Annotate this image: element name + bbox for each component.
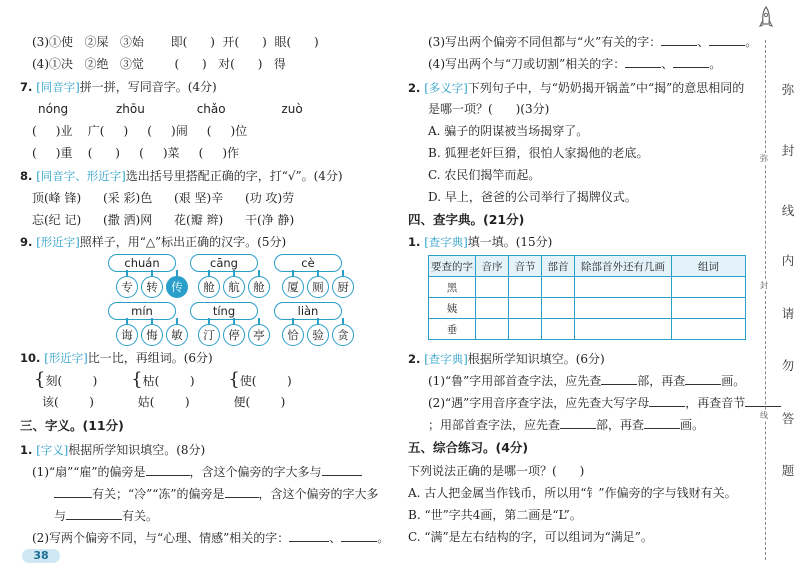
- rocket-icon: [758, 6, 774, 34]
- q8-row1: 顶(峰 锋) (采 彩)色 (艰 坚)辛 (功 攻)劳: [32, 191, 295, 205]
- margin-char: 题: [781, 463, 795, 478]
- s3q1-line1: (1)“扇”“雇”的偏旁是 ，含这个偏旁的字大多与: [32, 464, 362, 480]
- q9-char-circle[interactable]: 航: [223, 276, 245, 298]
- table-cell[interactable]: [476, 298, 509, 319]
- table-cell[interactable]: [672, 298, 746, 319]
- cut-line: [765, 40, 766, 560]
- margin-char: 封: [781, 143, 795, 158]
- s4q2-heading: 2. [查字典]根据所学知识填空。(6分): [408, 352, 605, 366]
- s4q2-line2: (2)“遇”字用音序查字法，应先查大写字母 ，再查音节: [428, 395, 781, 411]
- answer-blank[interactable]: [560, 417, 596, 429]
- answer-blank[interactable]: [625, 56, 661, 68]
- table-row: [429, 298, 746, 319]
- q9-char-circle[interactable]: 传: [166, 276, 188, 298]
- answer-blank[interactable]: [685, 373, 721, 385]
- q7-row2: ( )重 ( ) ( )菜 ( )作: [32, 146, 240, 160]
- table-cell[interactable]: [575, 298, 672, 319]
- table-cell[interactable]: [672, 277, 746, 298]
- q2-option-a[interactable]: A. 骗子的阴谋被当场揭穿了。: [428, 124, 589, 138]
- q9-group: [184, 302, 264, 348]
- section-3-title: 三、字义。(11分): [20, 418, 124, 433]
- q6-row3: (3)①使 ②屎 ③始 即( ) 开( ) 眼( ): [32, 35, 319, 49]
- table-cell[interactable]: [509, 298, 542, 319]
- answer-blank[interactable]: [146, 464, 190, 476]
- q10-row1: {刻( ) {枯( ) {使( ): [34, 369, 292, 390]
- answer-blank[interactable]: [289, 530, 329, 542]
- table-cell[interactable]: [476, 319, 509, 340]
- margin-char: 勿: [781, 358, 795, 373]
- table-header: 要查的字: [429, 256, 476, 277]
- q2-heading: 2. [多义字]下列句子中，与“奶奶揭开锅盖”中“揭”的意思相同的: [408, 81, 745, 95]
- q9-char-circle[interactable]: 厕: [307, 276, 329, 298]
- answer-blank[interactable]: [661, 34, 697, 46]
- r-line1: (3)写出两个偏旁不同但都与“火”有关的字： 、 。: [428, 35, 758, 49]
- dictionary-table: [428, 255, 746, 340]
- answer-blank[interactable]: [54, 486, 92, 498]
- answer-blank[interactable]: [709, 34, 745, 46]
- answer-blank[interactable]: [322, 464, 362, 476]
- s3q1-line3: 与 有关。: [54, 509, 159, 523]
- page-number: 38: [22, 549, 60, 563]
- answer-blank[interactable]: [649, 395, 685, 407]
- s4q2-line1: (1)“鲁”字用部首查字法，应先查 部，再查 画。: [428, 374, 746, 388]
- q9-pinyin-bubble: liàn: [274, 302, 342, 320]
- s3q1-line4: (2)写两个偏旁不同，与“心理、情感”相关的字： 、 。: [32, 531, 390, 545]
- q9-pinyin-bubble: cè: [274, 254, 342, 272]
- r-line2: (4)写出两个与“刀或切割”相关的字： 、 。: [428, 57, 722, 71]
- s5-option-c[interactable]: C. “满”是左右结构的字，可以组词为“满足”。: [408, 530, 653, 544]
- q9-char-circle[interactable]: 恰: [282, 324, 304, 346]
- table-header: 音序: [476, 256, 509, 277]
- q7-heading: 7. [同音字]拼一拼，写同音字。(4分): [20, 80, 217, 94]
- q9-group: [268, 254, 348, 300]
- margin-char: 请: [781, 306, 795, 321]
- table-cell[interactable]: [542, 277, 575, 298]
- q9-groups: [20, 254, 400, 346]
- margin-small-char: 弥: [760, 154, 768, 163]
- table-cell[interactable]: [542, 319, 575, 340]
- table-cell[interactable]: [476, 277, 509, 298]
- s3q1-heading: 1. [字义]根据所学知识填空。(8分): [20, 443, 206, 457]
- margin-small-char: 封: [760, 281, 768, 290]
- table-cell[interactable]: [509, 277, 542, 298]
- margin-small-char: 线: [760, 411, 768, 420]
- q2-option-c[interactable]: C. 农民们揭竿而起。: [428, 168, 541, 182]
- table-header: 除部首外还有几画: [575, 256, 672, 277]
- answer-blank[interactable]: [66, 508, 122, 520]
- table-row: [429, 277, 746, 298]
- binding-margin: [752, 0, 800, 574]
- table-cell-char: 姨: [429, 298, 476, 319]
- q9-pinyin-bubble: chuán: [108, 254, 176, 272]
- q9-pinyin-bubble: cāng: [190, 254, 258, 272]
- table-cell[interactable]: [575, 277, 672, 298]
- q9-char-circle[interactable]: 敏: [166, 324, 188, 346]
- s5-option-a[interactable]: A. 古人把金属当作钱币，所以用“钅”作偏旁的字与钱财有关。: [408, 486, 737, 500]
- q9-char-circle[interactable]: 贪: [332, 324, 354, 346]
- section-5-title: 五、综合练习。(4分): [408, 440, 529, 455]
- q2-option-b[interactable]: B. 狐狸老奸巨猾，很怕人家揭他的老底。: [428, 146, 649, 160]
- q9-heading: 9. [形近字]照样子，用“△”标出正确的汉字。(5分): [20, 235, 287, 249]
- table-header-row: [429, 256, 746, 277]
- q9-char-circle[interactable]: 转: [141, 276, 163, 298]
- q9-char-circle[interactable]: 厦: [282, 276, 304, 298]
- margin-char: 线: [781, 203, 795, 218]
- margin-char: 弥: [781, 82, 795, 97]
- table-cell-char: 黑: [429, 277, 476, 298]
- q2-heading-2: 是哪一项？( )(3分): [428, 102, 550, 116]
- q8-row2: 忘(纪 记) (撒 洒)网 花(瓣 辫) 干(净 静): [32, 213, 295, 227]
- q7-pinyin-row: nóng zhōu chǎo zuò: [38, 102, 303, 116]
- q7-row1: ( )业 广( ) ( )闹 ( )位: [32, 124, 248, 138]
- q2-option-d[interactable]: D. 早上，爸爸的公司举行了揭牌仪式。: [428, 190, 637, 204]
- q9-char-circle[interactable]: 停: [223, 324, 245, 346]
- q9-char-circle[interactable]: 验: [307, 324, 329, 346]
- table-header: 部首: [542, 256, 575, 277]
- q10-row2: 该( ) 姑( ) 便( ): [42, 395, 286, 409]
- q9-pinyin-bubble: tíng: [190, 302, 258, 320]
- table-cell[interactable]: [509, 319, 542, 340]
- margin-char: 答: [781, 411, 795, 426]
- answer-blank[interactable]: [644, 417, 680, 429]
- q10-heading: 10. [形近字]比一比，再组词。(6分): [20, 351, 213, 365]
- table-header: 音节: [509, 256, 542, 277]
- answer-blank[interactable]: [341, 530, 377, 542]
- s3q1-line2: 有关；“冷”“冻”的偏旁是 ，含这个偏旁的字大多: [54, 486, 379, 502]
- q9-group: [268, 302, 348, 348]
- q9-pinyin-bubble: mín: [108, 302, 176, 320]
- s5-question: 下列说法正确的是哪一项？( ): [408, 464, 585, 478]
- table-row: [429, 319, 746, 340]
- q9-char-circle[interactable]: 厨: [332, 276, 354, 298]
- table-cell-char: 垂: [429, 319, 476, 340]
- answer-blank[interactable]: [601, 373, 637, 385]
- q9-char-circle[interactable]: 舱: [248, 276, 270, 298]
- s4q2-line3: ；用部首查字法，应先查 部，再查 画。: [428, 418, 705, 432]
- table-cell[interactable]: [575, 319, 672, 340]
- q9-char-circle[interactable]: 汀: [198, 324, 220, 346]
- q9-char-circle[interactable]: 专: [116, 276, 138, 298]
- table-cell[interactable]: [672, 319, 746, 340]
- q9-char-circle[interactable]: 亭: [248, 324, 270, 346]
- q9-group: [102, 254, 182, 300]
- margin-char: 内: [781, 253, 795, 268]
- q9-group: [184, 254, 264, 300]
- q8-heading: 8. [同音字、形近字]选出括号里搭配正确的字，打“√”。(4分): [20, 169, 343, 183]
- table-cell[interactable]: [542, 298, 575, 319]
- q9-char-circle[interactable]: 舱: [198, 276, 220, 298]
- answer-blank[interactable]: [673, 56, 709, 68]
- q9-char-circle[interactable]: 诲: [116, 324, 138, 346]
- s4q1-heading: 1. [查字典]填一填。(15分): [408, 235, 553, 249]
- answer-blank[interactable]: [225, 486, 259, 498]
- q9-char-circle[interactable]: 悔: [141, 324, 163, 346]
- section-4-title: 四、查字典。(21分): [408, 212, 525, 227]
- table-header: 组词: [672, 256, 746, 277]
- s5-option-b[interactable]: B. “世”字共4画，第二画是“L”。: [408, 508, 582, 522]
- q9-group: [102, 302, 182, 348]
- q6-row4: (4)①决 ②绝 ③觉 ( ) 对( ) 得: [32, 57, 286, 71]
